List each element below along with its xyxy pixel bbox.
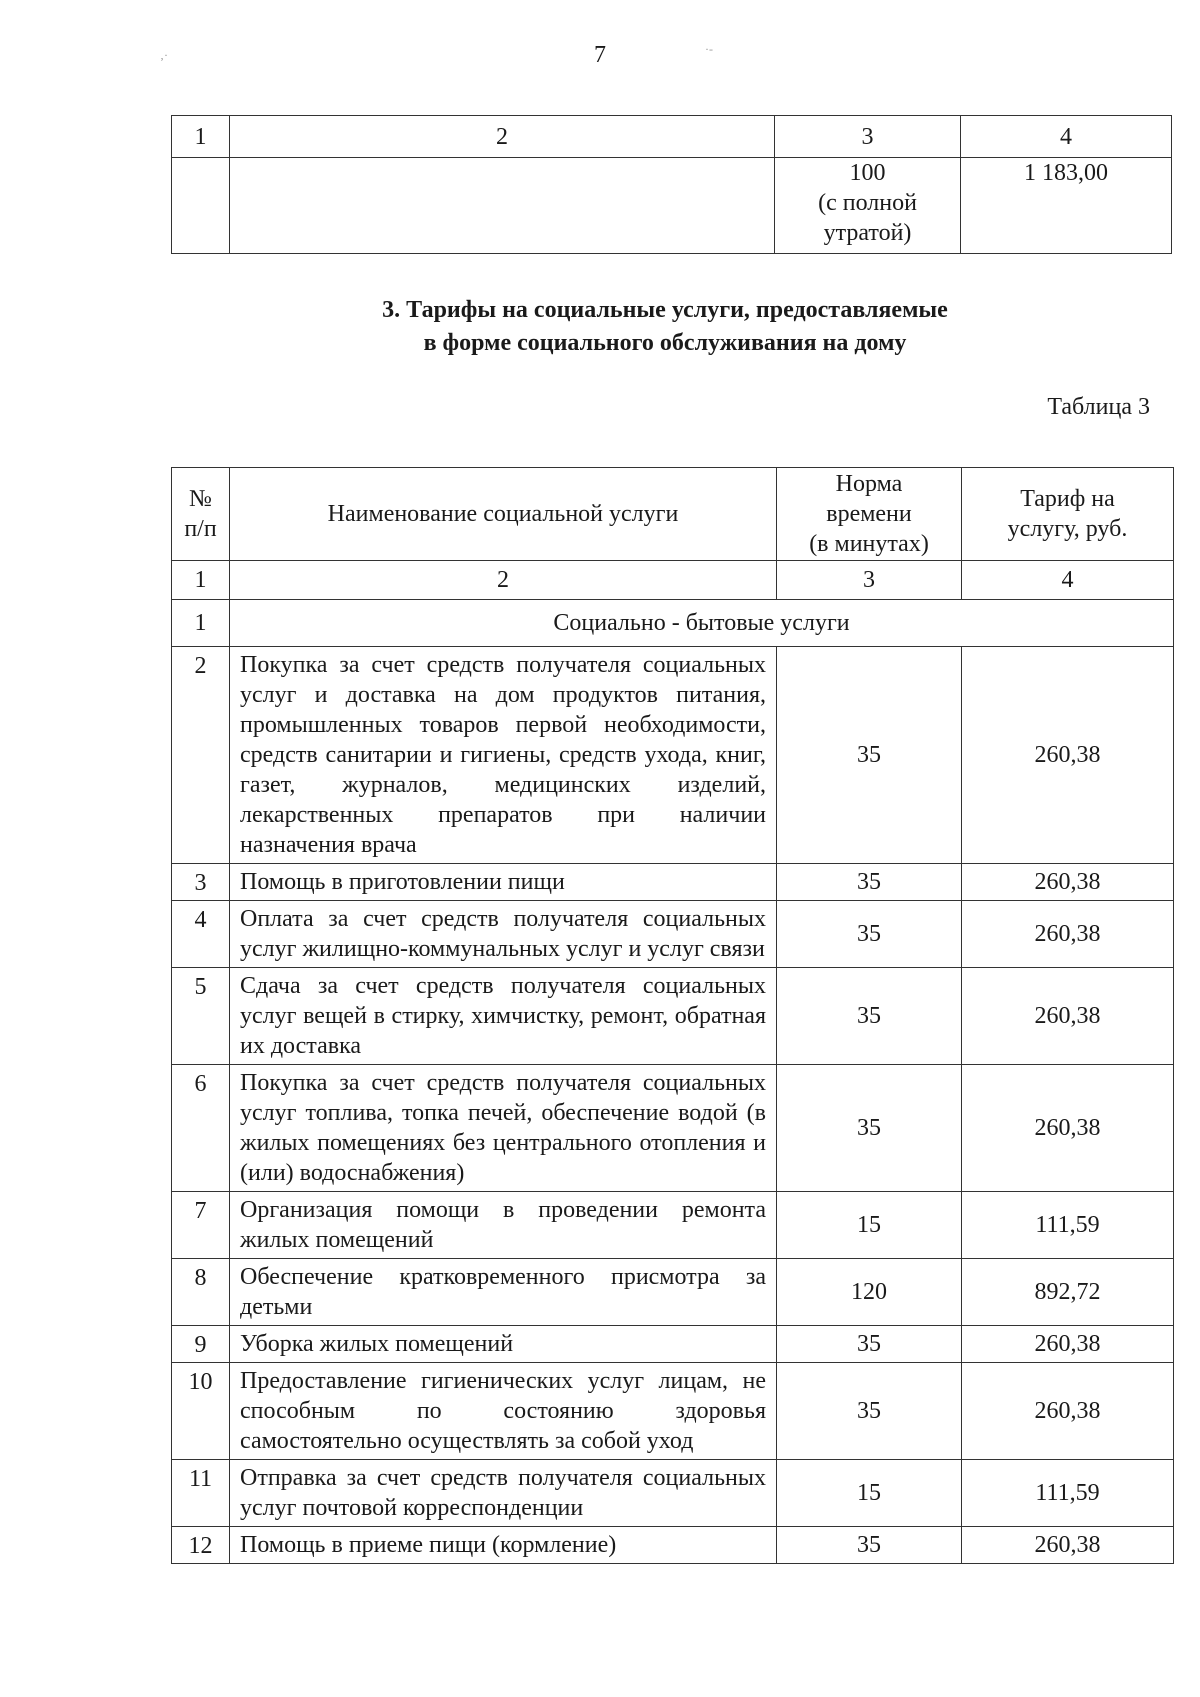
cell: 2 <box>230 116 775 158</box>
tariff-value: 260,38 <box>962 968 1174 1065</box>
table-row <box>172 1259 1174 1326</box>
section-row <box>172 600 1174 647</box>
cell: 1 <box>172 116 230 158</box>
table-row <box>172 1363 1174 1460</box>
tariff-value: 892,72 <box>962 1259 1174 1326</box>
norm-value: 35 <box>777 1065 962 1192</box>
table-label: Таблица 3 <box>1047 394 1150 420</box>
row-num: 8 <box>172 1259 230 1326</box>
cell <box>230 158 775 254</box>
header-text: Тариф на <box>1020 486 1115 512</box>
continuation-table <box>171 115 1172 254</box>
service-name: Помощь в приготовлении пищи <box>230 864 777 901</box>
tariff-value: 260,38 <box>962 647 1174 864</box>
norm-value: 15 <box>777 1192 962 1259</box>
page-number: 7 <box>594 42 606 68</box>
section-num: 1 <box>172 600 230 647</box>
norm-line: утратой) <box>823 220 912 246</box>
service-name: Уборка жилых помещений <box>230 1326 777 1363</box>
row-num: 6 <box>172 1065 230 1192</box>
service-name: Покупка за счет средств получателя социальных услуг и доставка на дом продуктов питания, промышленных товаров первой необходимости, средств санитарии и гигиены, средств ухода, книг, газет, журналов, медицинских изделий, лекарственных препаратов при наличии назначения врача <box>230 647 777 864</box>
tariff-value: 111,59 <box>962 1460 1174 1527</box>
cell: 4 <box>961 116 1172 158</box>
tariff-value: 260,38 <box>962 1527 1174 1564</box>
norm-value: 35 <box>777 968 962 1065</box>
row-num: 10 <box>172 1363 230 1460</box>
header-text: № <box>189 486 212 512</box>
scan-speck: ·‑ <box>705 42 713 56</box>
table-row <box>172 968 1174 1065</box>
row-num: 4 <box>172 901 230 968</box>
header-text: услугу, руб. <box>1007 516 1128 542</box>
header-tariff <box>962 468 1174 561</box>
header-num <box>172 468 230 561</box>
table-row <box>172 1326 1174 1363</box>
norm-cell <box>775 158 961 254</box>
service-name: Предоставление гигиенических услуг лицам, не способным по состоянию здоровья самостоятельно осуществлять за собой уход <box>230 1363 777 1460</box>
norm-value: 120 <box>777 1259 962 1326</box>
service-name: Организация помощи в проведении ремонта жилых помещений <box>230 1192 777 1259</box>
row-num: 2 <box>172 647 230 864</box>
tariff-value: 111,59 <box>962 1192 1174 1259</box>
header-norm <box>777 468 962 561</box>
row-num: 7 <box>172 1192 230 1259</box>
header-name: Наименование социальной услуги <box>230 468 777 561</box>
heading-line-2: в форме социального обслуживания на дому <box>423 330 907 356</box>
norm-value: 35 <box>777 647 962 864</box>
tariff-value: 260,38 <box>962 1326 1174 1363</box>
header-row <box>172 468 1174 561</box>
table-row <box>172 864 1174 901</box>
service-name: Отправка за счет средств получателя социальных услуг почтовой корреспонденции <box>230 1460 777 1527</box>
service-name: Обеспечение кратковременного присмотра за детьми <box>230 1259 777 1326</box>
tariff-value: 260,38 <box>962 901 1174 968</box>
scan-speck: ‚· <box>160 48 168 62</box>
row-num: 12 <box>172 1527 230 1564</box>
tariffs-table <box>171 467 1174 1564</box>
norm-value: 35 <box>777 864 962 901</box>
norm-value: 35 <box>777 1326 962 1363</box>
continuation-data-row <box>172 158 1172 254</box>
tariff-cell: 1 183,00 <box>961 158 1172 254</box>
header-text: Норма <box>835 471 903 497</box>
cell: 3 <box>775 116 961 158</box>
norm-line: (с полной <box>818 190 917 216</box>
norm-value: 35 <box>777 901 962 968</box>
cell <box>172 158 230 254</box>
norm-line: 100 <box>849 160 886 186</box>
cell: 3 <box>777 561 962 600</box>
section-heading <box>0 294 1200 360</box>
header-text: п/п <box>184 516 217 542</box>
cell: 2 <box>230 561 777 600</box>
table-row <box>172 647 1174 864</box>
norm-value: 35 <box>777 1527 962 1564</box>
table-row <box>172 1527 1174 1564</box>
heading-line-1: 3. Тарифы на социальные услуги, предоставляемые <box>382 297 948 323</box>
cell: 1 <box>172 561 230 600</box>
table-row <box>172 1460 1174 1527</box>
continuation-header-row <box>172 116 1172 158</box>
service-name: Помощь в приеме пищи (кормление) <box>230 1527 777 1564</box>
norm-value: 15 <box>777 1460 962 1527</box>
tariff-value: 260,38 <box>962 864 1174 901</box>
table-row <box>172 1192 1174 1259</box>
row-num: 3 <box>172 864 230 901</box>
table-row <box>172 901 1174 968</box>
norm-value: 35 <box>777 1363 962 1460</box>
header-text: времени <box>826 501 912 527</box>
row-num: 11 <box>172 1460 230 1527</box>
column-numbers-row <box>172 561 1174 600</box>
service-name: Покупка за счет средств получателя социальных услуг топлива, топка печей, обеспечение водой (в жилых помещениях без центрального отопления и (или) водоснабжения) <box>230 1065 777 1192</box>
row-num: 5 <box>172 968 230 1065</box>
service-name: Оплата за счет средств получателя социальных услуг жилищно-коммунальных услуг и услуг связи <box>230 901 777 968</box>
header-text: (в минутах) <box>809 531 929 557</box>
table-row <box>172 1065 1174 1192</box>
cell: 4 <box>962 561 1174 600</box>
tariff-value: 260,38 <box>962 1065 1174 1192</box>
service-name: Сдача за счет средств получателя социальных услуг вещей в стирку, химчистку, ремонт, обратная их доставка <box>230 968 777 1065</box>
tariff-value: 260,38 <box>962 1363 1174 1460</box>
row-num: 9 <box>172 1326 230 1363</box>
section-title: Социально - бытовые услуги <box>230 600 1174 647</box>
